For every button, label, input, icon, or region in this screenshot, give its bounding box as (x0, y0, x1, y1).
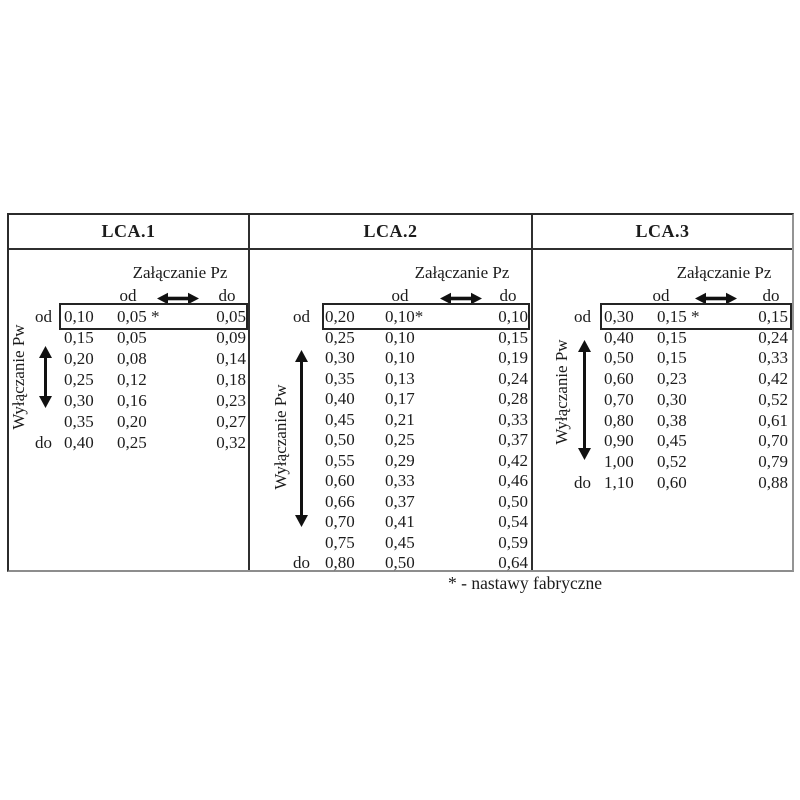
pz-od-column-header: od (652, 286, 670, 305)
pz-do-value: 0,61 (758, 410, 788, 430)
pw-value: 0,15 (64, 328, 94, 347)
pw-value: 0,66 (325, 491, 355, 511)
panel-lca2 (250, 250, 533, 570)
pz-od-value: 0,37 (385, 491, 415, 511)
table-row (533, 473, 792, 493)
pz-do-value: 0,42 (498, 450, 528, 470)
pw-value: 0,30 (604, 307, 634, 326)
table-row (250, 307, 531, 327)
table-row (250, 389, 531, 409)
pw-value: 0,75 (325, 532, 355, 552)
pw-value: 0,30 (325, 348, 355, 367)
pz-do-value: 0,05 (216, 307, 246, 326)
pz-od-value: 0,25 (385, 430, 415, 449)
pw-value: 0,45 (325, 409, 355, 429)
pz-od-value: 0,23 (657, 369, 687, 389)
vertical-range-arrow-icon (577, 340, 592, 465)
pz-do-value: 0,70 (758, 431, 788, 451)
pw-axis-label: Wyłączanie Pw (552, 339, 571, 445)
pz-column-group-header: Załączanie Pz (676, 263, 772, 282)
pw-value: 0,25 (325, 327, 355, 347)
pz-od-value: 0,17 (385, 389, 415, 408)
pz-do-column-header: do (218, 286, 236, 305)
pw-axis-label: Wyłączanie Pw (9, 324, 28, 430)
pz-od-value: 0,10* (385, 307, 424, 326)
pw-value: 0,50 (604, 348, 634, 368)
row-range-label: do (35, 433, 52, 452)
pz-do-value: 0,14 (216, 349, 246, 368)
pz-od-value: 0,10 (385, 348, 415, 367)
pw-value: 1,10 (604, 472, 634, 492)
pw-value: 0,35 (64, 412, 94, 431)
column-header-lca3: LCA.3 (635, 221, 690, 241)
pz-do-value: 0,88 (758, 472, 788, 492)
pz-od-value: 0,41 (385, 512, 415, 531)
pz-od-value: 0,45 (657, 431, 687, 451)
pz-do-value: 0,18 (216, 370, 246, 389)
pz-od-value: 0,45 (385, 532, 415, 552)
table-row (250, 348, 531, 368)
pw-value: 1,00 (604, 451, 634, 471)
column-header-lca1: LCA.1 (9, 215, 250, 248)
table-row (533, 452, 792, 472)
pz-do-value: 0,09 (216, 328, 246, 347)
pw-value: 0,30 (64, 391, 94, 410)
row-range-label: do (574, 472, 591, 492)
pz-do-value: 0,15 (498, 327, 528, 347)
pz-column-group-header: Załączanie Pz (414, 263, 510, 282)
table-row (250, 369, 531, 389)
table-row (9, 412, 248, 432)
pz-od-value: 0,08 (117, 349, 147, 368)
table-row (250, 328, 531, 348)
vertical-range-arrow-icon (294, 350, 309, 532)
pz-od-value: 0,15 * (657, 307, 700, 326)
pw-value: 0,25 (64, 370, 94, 389)
lca-settings-table (7, 213, 794, 572)
pz-do-value: 0,33 (498, 409, 528, 429)
column-header-lca2: LCA.2 (250, 215, 533, 248)
pw-value: 0,55 (325, 450, 355, 470)
pz-do-value: 0,64 (498, 553, 528, 572)
pw-value: 0,20 (64, 349, 94, 368)
table-row (533, 307, 792, 327)
pz-od-value: 0,15 (657, 348, 687, 368)
pz-od-value: 0,60 (657, 472, 687, 492)
pw-value: 0,60 (604, 369, 634, 389)
pz-od-value: 0,10 (385, 327, 415, 347)
pz-do-value: 0,27 (216, 412, 246, 431)
table-header-row (9, 215, 792, 250)
pz-od-value: 0,15 (657, 327, 687, 347)
pz-do-value: 0,79 (758, 451, 788, 471)
pz-do-value: 0,33 (758, 348, 788, 368)
pz-od-value: 0,05 (117, 328, 147, 347)
pz-do-value: 0,10 (498, 307, 528, 326)
pw-value: 0,90 (604, 431, 634, 451)
row-range-label: do (293, 553, 310, 572)
pz-do-value: 0,52 (758, 389, 788, 409)
pw-value: 0,20 (325, 307, 355, 326)
pz-od-column-header: od (391, 286, 409, 305)
pz-od-value: 0,33 (385, 471, 415, 490)
pz-od-value: 0,30 (657, 389, 687, 409)
pw-value: 0,70 (325, 512, 355, 531)
pz-do-value: 0,37 (498, 430, 528, 449)
pz-do-column-header: do (499, 286, 517, 305)
table-row (250, 430, 531, 450)
pz-od-value: 0,50 (385, 553, 415, 572)
table-row (9, 307, 248, 327)
table-row (250, 553, 531, 573)
pw-value: 0,10 (64, 307, 94, 326)
pz-do-value: 0,50 (498, 491, 528, 511)
panel-lca1 (9, 250, 250, 570)
pw-value: 0,60 (325, 471, 355, 490)
pz-od-value: 0,21 (385, 409, 415, 429)
table-row (250, 471, 531, 491)
table-row (9, 328, 248, 348)
row-range-label: od (574, 307, 591, 326)
pz-od-value: 0,12 (117, 370, 147, 389)
pw-value: 0,40 (64, 433, 94, 452)
table-row (9, 433, 248, 453)
pz-do-value: 0,19 (498, 348, 528, 367)
pz-do-value: 0,28 (498, 389, 528, 408)
pz-od-value: 0,16 (117, 391, 147, 410)
pz-do-value: 0,59 (498, 532, 528, 552)
panel-lca3 (533, 250, 792, 570)
pz-do-value: 0,32 (216, 433, 246, 452)
pw-axis-label: Wyłączanie Pw (271, 384, 290, 490)
pz-od-column-header: od (119, 286, 137, 305)
row-range-label: od (35, 307, 52, 326)
table-row (250, 533, 531, 553)
pz-do-value: 0,23 (216, 391, 246, 410)
table-row (250, 451, 531, 471)
pw-value: 0,40 (604, 327, 634, 347)
pz-column-group-header: Załączanie Pz (132, 263, 228, 282)
pz-do-value: 0,24 (758, 327, 788, 347)
pz-do-value: 0,54 (498, 512, 528, 531)
pz-od-value: 0,38 (657, 410, 687, 430)
row-range-label: od (293, 307, 310, 326)
table-row (250, 492, 531, 512)
pz-do-value: 0,15 (758, 307, 788, 326)
table-row (250, 410, 531, 430)
factory-settings-footnote: * - nastawy fabryczne (448, 573, 603, 593)
pz-do-value: 0,46 (498, 471, 528, 490)
pw-value: 0,80 (325, 553, 355, 572)
pz-od-value: 0,29 (385, 450, 415, 470)
pz-od-value: 0,20 (117, 412, 147, 431)
vertical-range-arrow-icon (38, 346, 53, 413)
pw-value: 0,50 (325, 430, 355, 449)
pw-value: 0,70 (604, 389, 634, 409)
table-row (250, 512, 531, 532)
pz-od-value: 0,13 (385, 368, 415, 388)
pz-do-value: 0,42 (758, 369, 788, 389)
pz-od-value: 0,05 * (117, 307, 160, 326)
pw-value: 0,40 (325, 389, 355, 408)
pz-do-value: 0,24 (498, 368, 528, 388)
pw-value: 0,80 (604, 410, 634, 430)
pw-value: 0,35 (325, 368, 355, 388)
pz-od-value: 0,52 (657, 451, 687, 471)
pz-do-column-header: do (762, 286, 780, 305)
pz-od-value: 0,25 (117, 433, 147, 452)
table-body (9, 250, 792, 570)
